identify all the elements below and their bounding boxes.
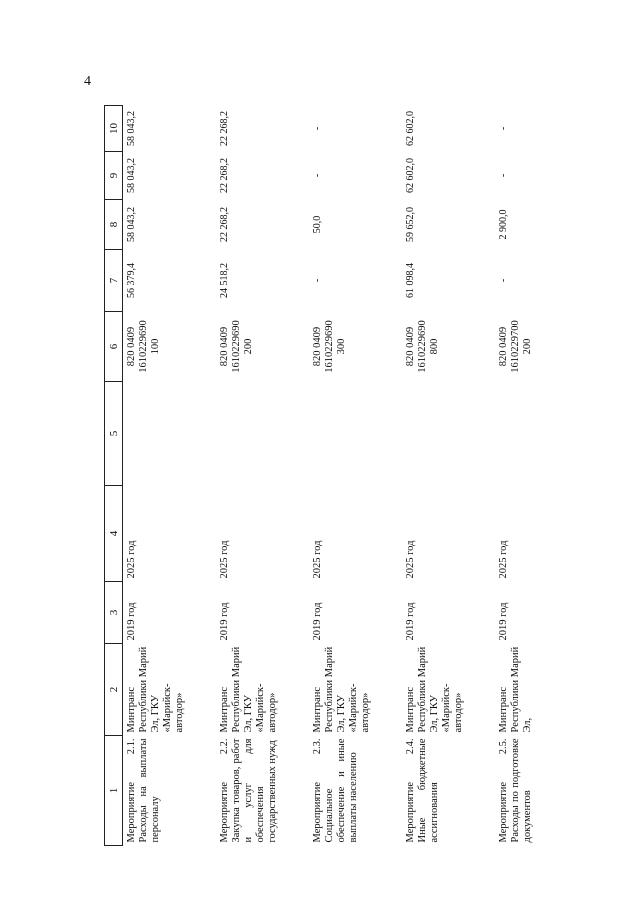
column-header: 2: [105, 644, 123, 736]
amount-cell: -: [312, 126, 323, 131]
amount-cell: 56 379,4: [126, 263, 137, 298]
measure-name-cell: Мероприятие 2.1. Расходы на выплаты персоналу: [126, 738, 161, 843]
executor-cell: Минтранс Республики Марий Эл,: [498, 646, 533, 733]
amount-cell: 50,0: [312, 215, 323, 234]
column-header: 1: [105, 736, 123, 846]
table-row: [402, 106, 495, 846]
table-row: [495, 106, 588, 846]
start-year-cell: 2019 год: [312, 602, 323, 641]
amount-cell: 22 268,2: [219, 111, 230, 146]
end-year-cell: 2025 год: [126, 540, 137, 579]
budget-code-cell: 820 0409 1610229690 300: [312, 320, 347, 373]
table-row: [216, 106, 309, 846]
column-header: 10: [105, 106, 123, 152]
column-header: 7: [105, 250, 123, 312]
amount-cell: 58 043,2: [126, 207, 137, 242]
amount-cell: 58 043,2: [126, 111, 137, 146]
column-5-cell: [216, 382, 309, 486]
amount-cell: -: [498, 173, 509, 178]
executor-cell: Минтранс Республики Марий Эл, ГКУ «Марийск-автодор»: [405, 646, 464, 733]
measure-name-cell: Мероприятие 2.3. Социальное обеспечение и иные выплаты населению: [312, 738, 359, 843]
column-header: 4: [105, 486, 123, 582]
column-header: 9: [105, 152, 123, 200]
column-header: 3: [105, 582, 123, 644]
measure-name-cell: Мероприятие 2.4. Иные бюджетные ассигнования: [405, 738, 440, 843]
amount-cell: -: [312, 173, 323, 178]
page-number: 4: [84, 74, 91, 89]
executor-cell: Минтранс Республики Марий Эл, ГКУ «Марийск-автодор»: [126, 646, 185, 733]
column-header: 6: [105, 312, 123, 382]
budget-code-cell: 820 0409 1610229690 100: [126, 320, 161, 373]
amount-cell: -: [312, 278, 323, 283]
end-year-cell: 2025 год: [219, 540, 230, 579]
amount-cell: 62 602,0: [405, 158, 416, 193]
start-year-cell: 2019 год: [498, 602, 509, 641]
column-5-cell: [309, 382, 402, 486]
column-header: 5: [105, 382, 123, 486]
table-row: [309, 106, 402, 846]
start-year-cell: 2019 год: [405, 602, 416, 641]
program-measures-table: [104, 105, 588, 846]
column-header: 8: [105, 200, 123, 250]
column-5-cell: [123, 382, 217, 486]
amount-cell: 58 043,2: [126, 158, 137, 193]
budget-code-cell: 820 0409 1610229690 200: [219, 320, 254, 373]
end-year-cell: 2025 год: [312, 540, 323, 579]
end-year-cell: 2025 год: [405, 540, 416, 579]
budget-code-cell: 820 0409 1610229700 200: [498, 320, 533, 373]
amount-cell: -: [498, 126, 509, 131]
rotated-table-container: [104, 106, 628, 846]
amount-cell: 62 602,0: [405, 111, 416, 146]
start-year-cell: 2019 год: [126, 602, 137, 641]
amount-cell: 24 518,2: [219, 263, 230, 298]
column-number-header: [105, 106, 123, 846]
amount-cell: 59 652,0: [405, 207, 416, 242]
measure-name-cell: Мероприятие 2.5. Расходы по подготовке документов: [498, 738, 533, 843]
amount-cell: -: [498, 278, 509, 283]
end-year-cell: 2025 год: [498, 540, 509, 579]
amount-cell: 2 900,0: [498, 209, 509, 240]
executor-cell: Минтранс Республики Марий Эл, ГКУ «Марийск-автодор»: [312, 646, 371, 733]
amount-cell: 22 268,2: [219, 207, 230, 242]
executor-cell: Минтранс Республики Марий Эл, ГКУ «Марийск-автодор»: [219, 646, 278, 733]
table-row: [123, 106, 217, 846]
column-5-cell: [495, 382, 588, 486]
measure-name-cell: Мероприятие 2.2. Закупка товаров, работ и услуг для обеспечения государственных нужд: [219, 738, 278, 843]
amount-cell: 22 268,2: [219, 158, 230, 193]
start-year-cell: 2019 год: [219, 602, 230, 641]
column-5-cell: [402, 382, 495, 486]
amount-cell: 61 098,4: [405, 263, 416, 298]
budget-code-cell: 820 0409 1610229690 800: [405, 320, 440, 373]
